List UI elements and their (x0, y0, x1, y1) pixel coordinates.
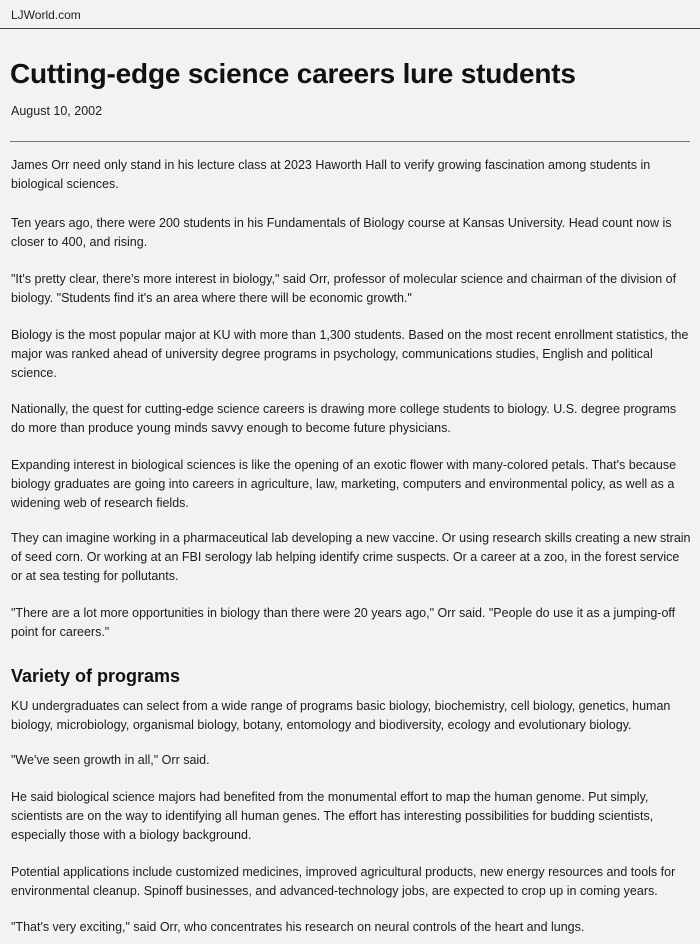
paragraph: KU undergraduates can select from a wide range of programs basic biology, biochemistry, cell biology, genetics, human biology, microbiology, organismal biology, botany, entomology and biodiversity, ecology and evolutionary biology. (11, 699, 671, 732)
article-date: August 10, 2002 (11, 104, 103, 118)
paragraph: Ten years ago, there were 200 students in his Fundamentals of Biology course at Kansas University. Head count now is closer to 400, and rising. (11, 216, 672, 249)
paragraph: They can imagine working in a pharmaceutical lab developing a new vaccine. Or using research skills creating a new strain of seed corn. Or working at an FBI serology lab helping identify crime suspects. Or a career at a zoo, in the forest service or at sea testing for pollutants. (11, 531, 691, 583)
site-name: LJWorld.com (11, 8, 81, 22)
paragraph: "That's very exciting," said Orr, who concentrates his research on neural controls of the heart and lungs. (11, 920, 585, 934)
paragraph: Nationally, the quest for cutting-edge science careers is drawing more college students to biology. U.S. degree programs do more than produce young minds savvy enough to become future physicians. (11, 402, 677, 435)
top-divider (0, 28, 700, 29)
headline: Cutting-edge science careers lure students (10, 58, 576, 89)
paragraph: James Orr need only stand in his lecture class at 2023 Haworth Hall to verify growing fascination among students in biological sciences. (11, 158, 651, 191)
paragraph: Potential applications include customized medicines, improved agricultural products, new energy resources and tools for environmental cleanup. Spinoff businesses, and advanced-technology jobs, are expected to crop up in coming years. (11, 865, 676, 898)
paragraph: Expanding interest in biological sciences is like the opening of an exotic flower with many-colored petals. That's because biology graduates are going into careers in agriculture, law, marketing, computers and environmental policy, as well as a widening web of research fields. (11, 458, 677, 510)
paragraph: "It's pretty clear, there's more interest in biology," said Orr, professor of molecular science and chairman of the division of biology. "Students find it's an area where there will be economic growth." (11, 272, 677, 305)
paragraph: "There are a lot more opportunities in biology than there were 20 years ago," Orr said. "People do use it as a jumping-off point for careers." (11, 606, 676, 639)
paragraph: "We've seen growth in all," Orr said. (11, 753, 210, 767)
paragraph: Biology is the most popular major at KU with more than 1,300 students. Based on the most recent enrollment statistics, the major was ranked ahead of university degree programs in psychology, communications studies, English and political science. (11, 328, 689, 380)
section-subhead: Variety of programs (11, 666, 181, 686)
paragraph: He said biological science majors had benefited from the monumental effort to map the human genome. Put simply, scientists are on the way to identifying all human genes. The effort has interesting possibilities for budding scientists, especially those with a biology background. (11, 790, 654, 842)
header-divider (10, 141, 690, 142)
